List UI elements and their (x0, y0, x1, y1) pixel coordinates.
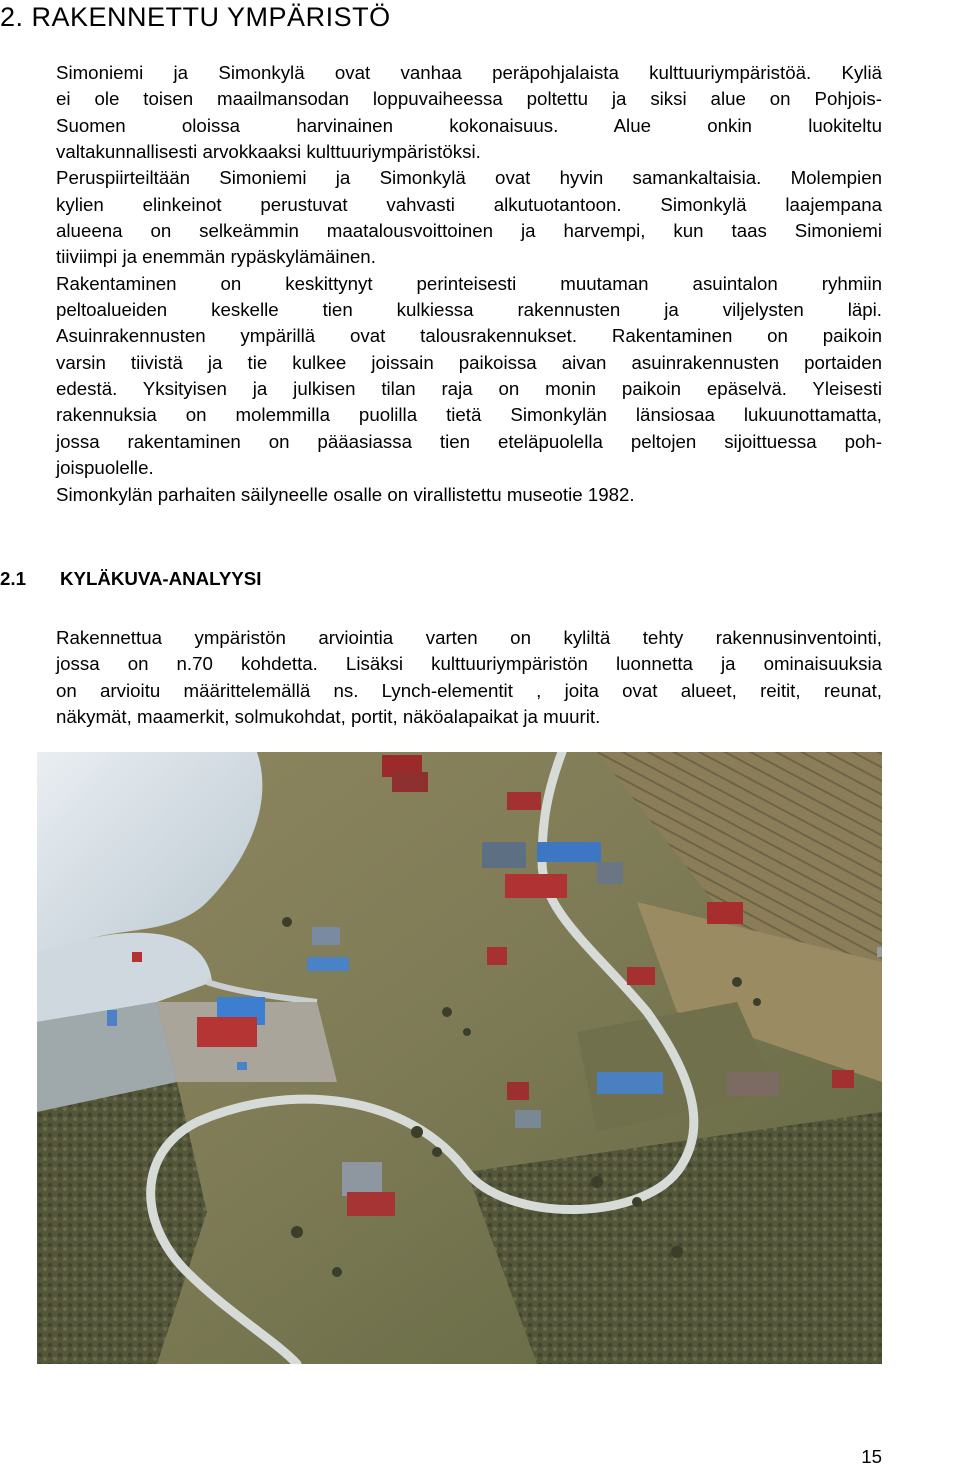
text-line: Peruspiirteiltään Simoniemi ja Simonkylä ovat hyvin samankaltaisia. Molempien (56, 167, 882, 189)
text-line: Suomen oloissa harvinainen kokonaisuus. Alue onkin luokiteltu (56, 114, 882, 136)
text-line: edestä. Yksityisen ja julkisen tilan raja on monin paikoin epäselvä. Yleisesti (56, 378, 882, 400)
section-title: KYLÄKUVA-ANALYYSI (60, 568, 262, 589)
text-line: näkymät, maamerkit, solmukohdat, portit, näköalapaikat ja muurit. (56, 706, 601, 728)
text-line: tiiviimpi ja enemmän rypäskylämäinen. (56, 246, 376, 268)
text-line: Rakennettua ympäristön arviointia varten on kyliltä tehty rakennusinventointi, (56, 627, 882, 648)
text-line: rakennuksia on molemmilla puolilla tietä Simonkylän länsiosaa lukuunottamatta, (56, 404, 882, 426)
text-line: Rakentaminen on keskittynyt perinteisesti muutaman asuintalon ryhmiin (56, 272, 882, 294)
text-line: Asuinrakennusten ympärillä ovat talousrakennukset. Rakentaminen on paikoin (56, 325, 882, 347)
aerial-village-photo (37, 752, 882, 1364)
chapter-title: 2. RAKENNETTU YMPÄRISTÖ (0, 2, 391, 32)
text-line: ei ole toisen maailmansodan loppuvaiheessa poltettu ja siksi alue on Pohjois- (56, 88, 882, 110)
text-line: alueena on selkeämmin maatalousvoittoinen ja harvempi, kun taas Simoniemi (56, 220, 882, 242)
text-line: peltoalueiden keskelle tien kulkiessa rakennusten ja viljelysten läpi. (56, 299, 882, 321)
section-body (56, 625, 882, 730)
text-line: varsin tiivistä ja tie kulkee joissain paikoissa aivan asuinrakennusten portaiden (56, 351, 882, 373)
page-number: 15 (861, 1446, 882, 1467)
section-heading (0, 566, 261, 592)
text-line: Simoniemi ja Simonkylä ovat vanhaa peräpohjalaista kulttuuriympäristöä. Kyliä (56, 62, 882, 83)
text-line: jossa rakentaminen on pääasiassa tien eteläpuolella peltojen sijoittuessa poh- (56, 430, 882, 452)
aerial-photo-illustration (37, 752, 882, 1364)
text-line: jossa on n.70 kohdetta. Lisäksi kulttuuriympäristön luonnetta ja ominaisuuksia (56, 653, 882, 675)
text-line: valtakunnallisesti arvokkaaksi kulttuuriympäristöksi. (56, 141, 481, 163)
text-line: joispuolelle. (56, 457, 154, 479)
text-line: kylien elinkeinot perustuvat vahvasti alkutuotantoon. Simonkylä laajempana (56, 193, 882, 215)
chapter-body (56, 60, 882, 508)
text-line: Simonkylän parhaiten säilyneelle osalle on virallistettu museotie 1982. (56, 483, 635, 505)
text-line: on arvioitu määrittelemällä ns. Lynch-elementit , joita ovat alueet, reitit, reunat, (56, 679, 882, 701)
section-number: 2.1 (0, 568, 26, 589)
